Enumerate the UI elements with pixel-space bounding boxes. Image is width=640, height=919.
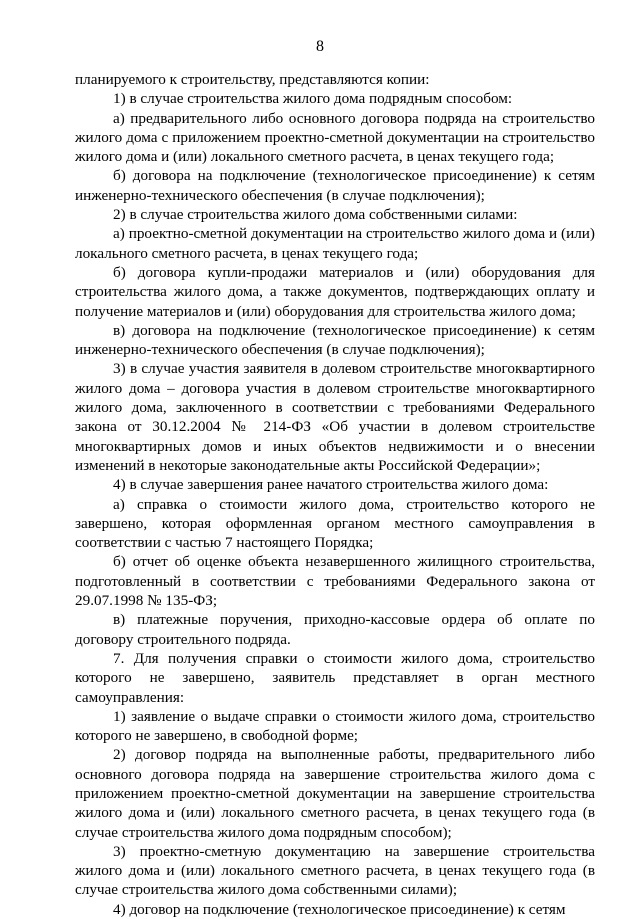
paragraph-section-7: 7. Для получения справки о стоимости жилого дома, строительство которого не завершено, заявитель представляет в орган местного самоуправления: (75, 649, 595, 706)
paragraph-continuation: планируемого к строительству, представляются копии: (75, 71, 430, 88)
paragraph-item-1a: а) предварительного либо основного договора подряда на строительство жилого дома с приложением проектно-сметной документации на строительство жилого дома и (или) локального сметного расчета, в ценах текущего года; (75, 109, 595, 166)
paragraph-item-2a: а) проектно-сметной документации на строительство жилого дома и (или) локального сметного расчета, в ценах текущего года; (75, 225, 595, 262)
paragraph-item-4a: а) справка о стоимости жилого дома, строительство которого не завершено, которая оформленная органом местного самоуправления в соответствии с частью 7 настоящего Порядка; (75, 495, 595, 552)
paragraph-item-2b: б) договора купли-продажи материалов и (или) оборудования для строительства жилого дома, а также документов, подтверждающих оплату и получение материалов и (или) оборудования для строительства жилого дома; (75, 263, 595, 320)
paragraph-item-1: 1) в случае строительства жилого дома подрядным способом: (113, 90, 513, 108)
paragraph-section-7-item-1: 1) заявление о выдаче справки о стоимости жилого дома, строительство которого не завершено, в свободной форме; (75, 707, 595, 745)
paragraph-item-1b: б) договора на подключение (технологическое присоединение) к сетям инженерно-технического обеспечения (в случае подключения); (75, 167, 595, 204)
paragraph-item-2c: в) договора на подключение (технологическое присоединение) к сетям инженерно-технического обеспечения (в случае подключения); (75, 321, 595, 359)
paragraph-item-2: 2) в случае строительства жилого дома собственными силами: (113, 206, 518, 224)
paragraph-section-7-item-3: 3) проектно-сметную документацию на завершение строительства жилого дома и (или) локального сметного расчета, в ценах текущего года (в случае строительства жилого дома собственными силами); (75, 842, 595, 899)
page-number: 8 (316, 38, 324, 55)
paragraph-item-4b: б) отчет об оценке объекта незавершенного жилищного строительства, подготовленный в соответствии с требованиями Федерального закона от 29.07.1998 № 135-ФЗ; (75, 553, 595, 610)
paragraph-section-7-item-4: 4) договор на подключение (технологическое присоединение) к сетям (113, 900, 566, 918)
paragraph-item-4: 4) в случае завершения ранее начатого строительства жилого дома: (113, 476, 549, 494)
paragraph-item-4c: в) платежные поручения, приходно-кассовые ордера об оплате по договору строительного подряда. (75, 611, 595, 648)
paragraph-item-3: 3) в случае участия заявителя в долевом строительстве многоквартирного жилого дома – договора участия в долевом строительстве многоквартирного жилого дома, заключенного в соответствии с требованиями Федерального закона от 30.12.2004 № 214-ФЗ «Об участии в долевом строительстве многоквартирных домов и иных объектов недвижимости и о внесении изменений в некоторые законодательные акты Российской Федерации»; (75, 360, 595, 474)
document-body (75, 70, 595, 919)
paragraph-section-7-item-2: 2) договор подряда на выполненные работы, предварительного либо основного договора подряда на завершение строительства жилого дома с приложением проектно-сметной документации на завершение строительства жилого дома и (или) локального сметного расчета, в ценах текущего года (в случае строительства жилого дома подрядным способом); (75, 746, 595, 841)
